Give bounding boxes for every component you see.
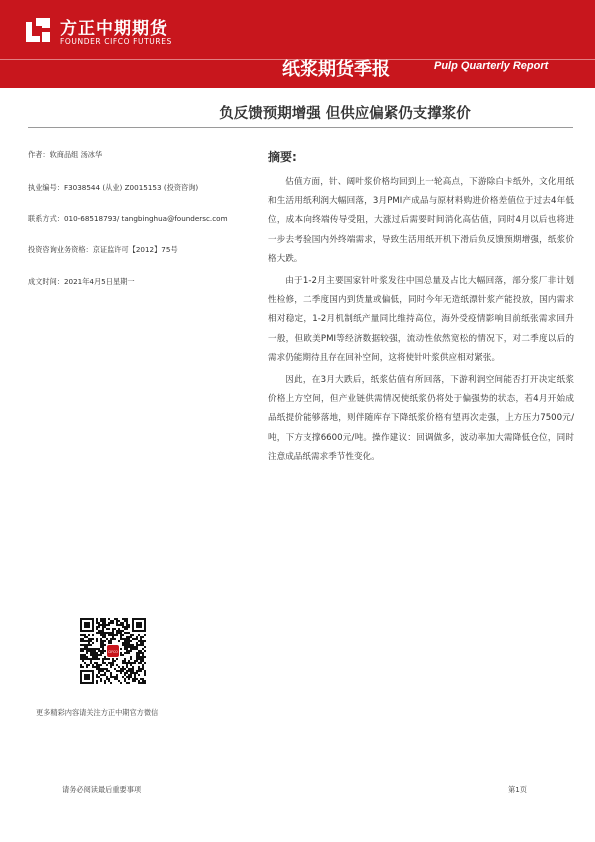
- summary-paragraph: 估值方面，针、阔叶浆价格均回到上一轮高点，下游除白卡纸外，文化用纸和生活用纸利润大幅回落，3月PMI产成品与原材料购进价格差值位于过去4年低位，成本向终端传导受阻，大涨过后需要时间消化高估值，同时4月以后也将进一步去考验国内外终端需求，导致生活用纸开机下滑后负反馈预期增强，纸浆价格大跌。: [268, 177, 574, 264]
- summary-body: [268, 173, 574, 470]
- report-header: [0, 0, 595, 88]
- contact-line[interactable]: 联系方式：010-68518793/ tangbinghua@foundersc.com: [28, 214, 228, 223]
- wechat-qr-code[interactable]: [80, 618, 146, 684]
- qr-center-label: CIFCO: [108, 650, 118, 655]
- founder-logo-icon: [22, 14, 54, 46]
- date-line: 成文时间：2021年4月5日星期一: [28, 277, 135, 286]
- document-title-row: [0, 102, 595, 123]
- qr-caption: 更多精彩内容请关注方正中期官方微信: [36, 708, 159, 717]
- license-line: 执业编号：F3038544 (从业) Z0015153 (投资咨询): [28, 183, 199, 192]
- brand-name-en: FOUNDER CIFCO FUTURES: [60, 37, 172, 46]
- summary-paragraph: 由于1-2月主要国家针叶浆发往中国总量及占比大幅回落，部分浆厂非计划性检修，二季度国内到货量或偏低，同时今年无造纸漂针浆产能投放，国内需求相对稳定，1-2月机制纸产量同比维持高位，海外受疫情影响目前纸张需求回升一般，但欧美PMI等经济数据较强，流动性依然宽松的情况下，对二季度以后的需求仍能期待且存在回补空间，这将使针叶浆供应相对紧张。: [268, 276, 574, 363]
- author-line: 作者：软商品组 汤冰华: [28, 150, 103, 159]
- page-number: 第1页: [508, 785, 527, 794]
- footer-disclaimer[interactable]: 请务必阅读最后重要事项: [62, 785, 142, 794]
- brand-name-cn: 方正中期期货: [60, 19, 168, 39]
- title-divider: [28, 127, 573, 128]
- summary-heading: 摘要:: [268, 150, 297, 164]
- document-title: 负反馈预期增强 但供应偏紧仍支撑浆价: [219, 106, 471, 122]
- qualification-line: 投资咨询业务资格：京证监许可【2012】75号: [28, 245, 178, 254]
- report-type-en: Pulp Quarterly Report: [434, 60, 549, 72]
- report-type-cn: 纸浆期货季报: [282, 59, 390, 80]
- summary-paragraph: 因此，在3月大跌后，纸浆估值有所回落，下游利润空间能否打开决定纸浆价格上方空间，但产业链供需情况使纸浆仍将处于偏强势的状态，若4月开始成品纸提价能够落地，则伴随库存下降纸浆价格有望再次走强，上方压力7500元/吨，下方支撑6600元/吨。操作建议：回调做多，波动率加大需降低仓位，同时注意成品纸需求季节性变化。: [268, 375, 574, 462]
